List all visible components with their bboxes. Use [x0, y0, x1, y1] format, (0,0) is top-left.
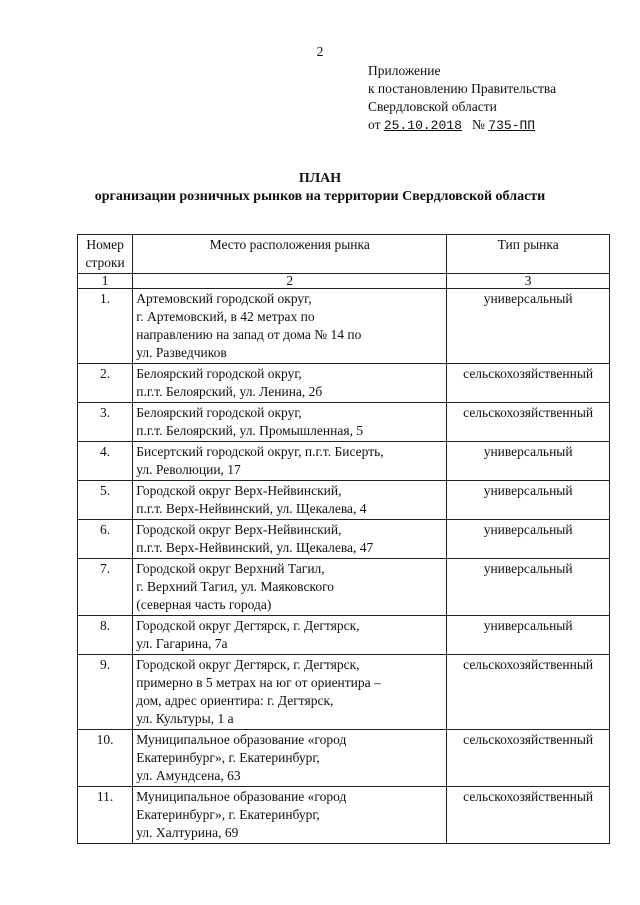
location-line: Белоярский городской округ, [136, 366, 302, 381]
location-line: Бисертский городской округ, п.г.т. Бисерть, [136, 444, 384, 459]
header-location: Место расположения рынка [133, 235, 447, 274]
page-number: 2 [316, 44, 324, 59]
column-index: 1 [78, 274, 133, 289]
row-number: 3. [78, 403, 133, 442]
row-number: 10. [78, 730, 133, 787]
location-line: Городской округ Верхний Тагил, [136, 561, 325, 576]
header-row-number [78, 235, 133, 274]
row-number: 8. [78, 616, 133, 655]
title-subtitle: организации розничных рынков на территории Свердловской области [94, 189, 546, 204]
row-number: 1. [78, 289, 133, 364]
market-location [133, 655, 447, 730]
table-row [78, 403, 610, 442]
location-line: ул. Культуры, 1 а [136, 711, 234, 726]
market-location [133, 289, 447, 364]
table-row [78, 442, 610, 481]
market-type: сельскохозяйственный [447, 730, 610, 787]
document-title [0, 170, 640, 206]
market-location [133, 730, 447, 787]
market-type: универсальный [447, 481, 610, 520]
market-location [133, 559, 447, 616]
location-line: п.г.т. Белоярский, ул. Ленина, 2б [136, 384, 323, 399]
market-type: универсальный [447, 559, 610, 616]
location-line: п.г.т. Верх-Нейвинский, ул. Щекалева, 47 [136, 540, 374, 555]
location-line: Городской округ Дегтярск, г. Дегтярск, [136, 657, 360, 672]
location-line: направлению на запад от дома № 14 по [136, 327, 362, 342]
row-number: 4. [78, 442, 133, 481]
appendix-line-3: Свердловской области [368, 99, 497, 114]
row-number: 7. [78, 559, 133, 616]
markets-plan-table [77, 234, 610, 844]
location-line: Артемовский городской округ, [136, 291, 312, 306]
table-header-row [78, 235, 610, 274]
market-type: универсальный [447, 520, 610, 559]
market-location [133, 481, 447, 520]
market-type: сельскохозяйственный [447, 787, 610, 844]
market-location [133, 442, 447, 481]
location-line: Городской округ Дегтярск, г. Дегтярск, [136, 618, 360, 633]
column-index: 2 [133, 274, 447, 289]
location-line: Муниципальное образование «город [136, 789, 347, 804]
row-number: 6. [78, 520, 133, 559]
appendix-reference [368, 116, 556, 135]
market-location [133, 616, 447, 655]
location-line: Белоярский городской округ, [136, 405, 302, 420]
table-row [78, 559, 610, 616]
location-line: ул. Амундсена, 63 [136, 768, 241, 783]
market-location [133, 364, 447, 403]
market-type: сельскохозяйственный [447, 655, 610, 730]
table-row [78, 730, 610, 787]
location-line: ул. Разведчиков [136, 345, 227, 360]
market-type: сельскохозяйственный [447, 403, 610, 442]
row-number: 2. [78, 364, 133, 403]
resolution-date: 25.10.2018 [383, 118, 462, 133]
location-line: Екатеринбург», г. Екатеринбург, [136, 807, 320, 822]
location-line: Городской округ Верх-Нейвинский, [136, 522, 342, 537]
location-line: Городской округ Верх-Нейвинский, [136, 483, 342, 498]
location-line: ул. Гагарина, 7а [136, 636, 228, 651]
number-prefix: № [472, 117, 485, 132]
location-line: (северная часть города) [136, 597, 272, 612]
row-number: 9. [78, 655, 133, 730]
appendix-line-1: Приложение [368, 63, 441, 78]
header-row-number-line: строки [85, 255, 125, 270]
table-row [78, 364, 610, 403]
appendix-block [368, 62, 556, 135]
market-location [133, 787, 447, 844]
column-index: 3 [447, 274, 610, 289]
market-type: универсальный [447, 289, 610, 364]
row-number: 11. [78, 787, 133, 844]
location-line: г. Артемовский, в 42 метрах по [136, 309, 315, 324]
header-market-type: Тип рынка [447, 235, 610, 274]
market-type: сельскохозяйственный [447, 364, 610, 403]
location-line: дом, адрес ориентира: г. Дегтярск, [136, 693, 334, 708]
appendix-line-2: к постановлению Правительства [368, 81, 557, 96]
location-line: Екатеринбург», г. Екатеринбург, [136, 750, 320, 765]
location-line: ул. Халтурина, 69 [136, 825, 239, 840]
title-heading: ПЛАН [298, 171, 342, 186]
table-row [78, 616, 610, 655]
location-line: ул. Революции, 17 [136, 462, 241, 477]
resolution-number: 735-ПП [488, 118, 536, 133]
location-line: примерно в 5 метрах на юг от ориентира – [136, 675, 381, 690]
market-location [133, 403, 447, 442]
market-location [133, 520, 447, 559]
location-line: г. Верхний Тагил, ул. Маяковского [136, 579, 335, 594]
table-row [78, 520, 610, 559]
column-index-row [78, 274, 610, 289]
table-row [78, 655, 610, 730]
table-row [78, 787, 610, 844]
date-prefix: от [368, 117, 381, 132]
location-line: п.г.т. Белоярский, ул. Промышленная, 5 [136, 423, 364, 438]
header-row-number-line: Номер [86, 237, 124, 252]
market-type: универсальный [447, 442, 610, 481]
location-line: Муниципальное образование «город [136, 732, 347, 747]
table-row [78, 289, 610, 364]
market-type: универсальный [447, 616, 610, 655]
row-number: 5. [78, 481, 133, 520]
table-row [78, 481, 610, 520]
location-line: п.г.т. Верх-Нейвинский, ул. Щекалева, 4 [136, 501, 367, 516]
